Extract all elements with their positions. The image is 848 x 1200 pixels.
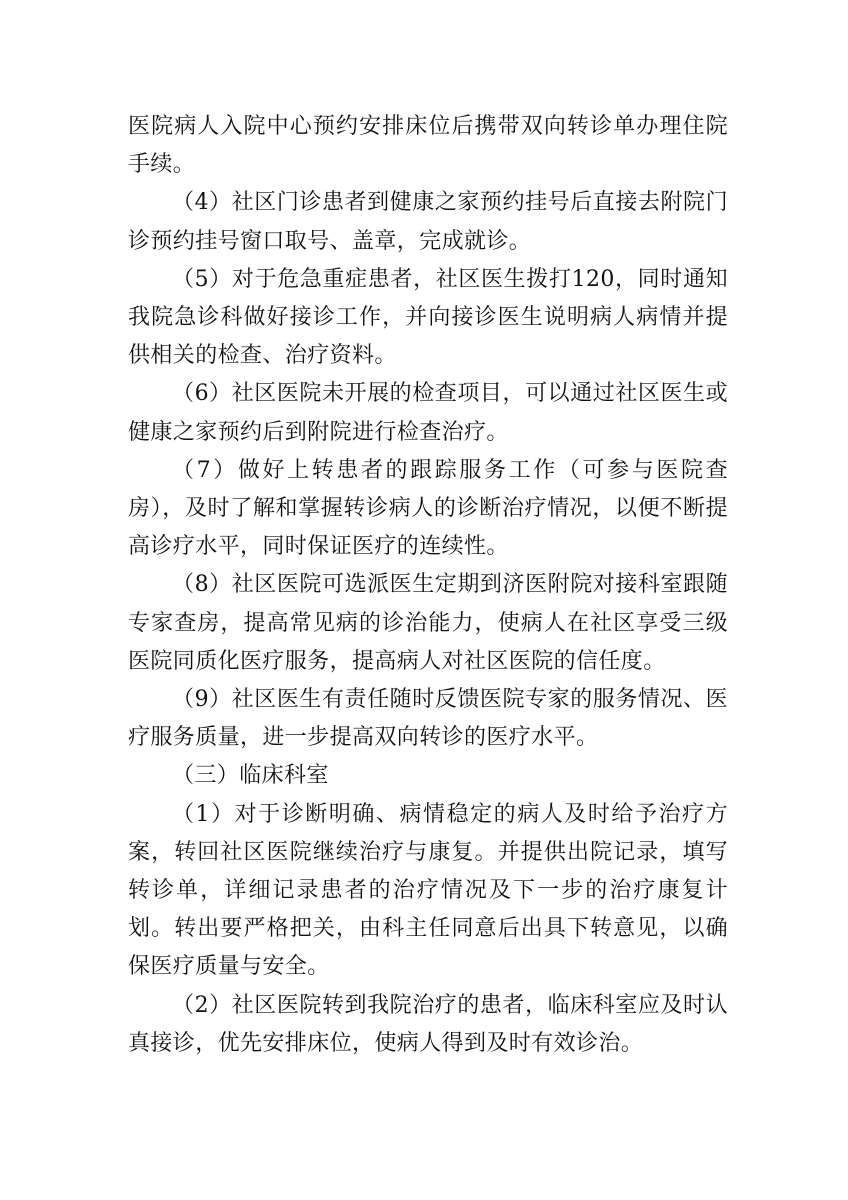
- paragraph-item-4: （4）社区门诊患者到健康之家预约挂号后直接去附院门诊预约挂号窗口取号、盖章，完成就诊。: [128, 190, 728, 254]
- paragraph-clinical-item-2: （2）社区医院转到我院治疗的患者，临床科室应及时认真接诊，优先安排床位，使病人得到及时有效诊治。: [128, 992, 728, 1056]
- paragraph-item-8: （8）社区医院可选派医生定期到济医附院对接科室跟随专家查房，提高常见病的诊治能力，使病人在社区享受三级医院同质化医疗服务，提高病人对社区医院的信任度。: [128, 572, 728, 674]
- paragraph-item-9: （9）社区医生有责任随时反馈医院专家的服务情况、医疗服务质量，进一步提高双向转诊的医疗水平。: [128, 687, 728, 751]
- paragraph-item-5: （5）对于危急重症患者，社区医生拨打120，同时通知我院急诊科做好接诊工作，并向接诊医生说明病人病情并提供相关的检查、治疗资料。: [128, 266, 728, 369]
- section-heading-clinical-departments: （三）临床科室: [172, 763, 329, 789]
- paragraph-item-6: （6）社区医院未开展的检查项目，可以通过社区医生或健康之家预约后到附院进行检查治疗。: [128, 381, 728, 445]
- paragraph-continuation: 医院病人入院中心预约安排床位后携带双向转诊单办理住院手续。: [128, 114, 728, 178]
- paragraph-item-7: （7）做好上转患者的跟踪服务工作（可参与医院查房），及时了解和掌握转诊病人的诊断治疗情况，以便不断提高诊疗水平，同时保证医疗的连续性。: [128, 457, 728, 560]
- document-body: [128, 108, 728, 1063]
- paragraph-clinical-item-1: （1）对于诊断明确、病情稳定的病人及时给予治疗方案，转回社区医院继续治疗与康复。并提供出院记录，填写转诊单，详细记录患者的治疗情况及下一步的治疗康复计划。转出要严格把关，由科主任同意后出具下转意见，以确保医疗质量与安全。: [128, 801, 728, 980]
